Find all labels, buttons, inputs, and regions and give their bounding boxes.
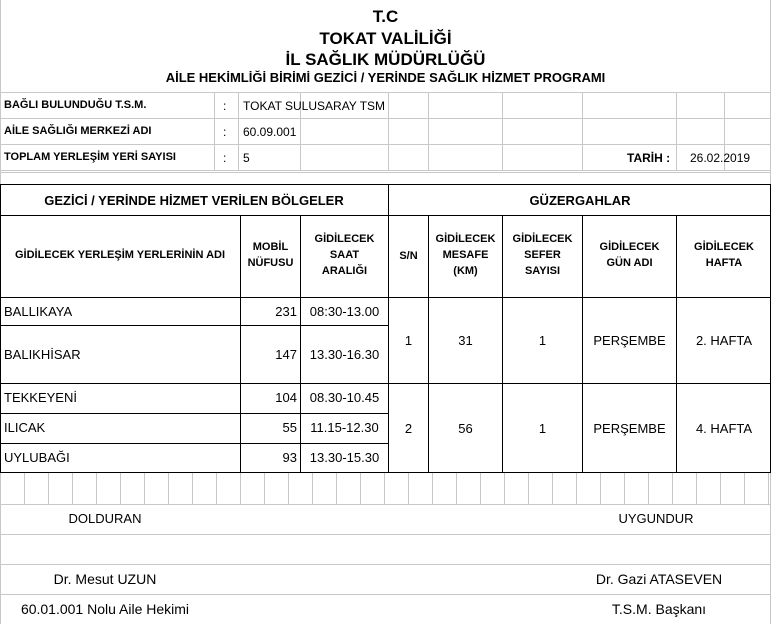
filled-by-role: 60.01.001 Nolu Aile Hekimi [20,601,190,617]
date-label: TARİH : [627,151,671,165]
col-trips-line3: SAYISI [524,265,561,277]
col-day-line2: GÜN ADI [606,257,653,269]
route-distance: 31 [458,333,473,348]
col-distance-line3: (KM) [453,265,478,277]
col-population-line1: MOBİL [252,241,289,253]
col-settlement-name: GİDİLECEK YERLEŞİM YERLERİNİN ADI [14,249,226,261]
row-population: 55 [282,420,297,435]
col-population-line2: NÜFUSU [247,257,294,269]
row-time: 13.30-16.30 [309,347,380,362]
row-time: 08.30-10.45 [309,390,380,405]
row-population: 104 [275,390,297,405]
col-week-line2: HAFTA [705,257,743,269]
col-trips-line1: GİDİLECEK [512,233,573,245]
row-time: 11.15-12.30 [310,420,379,435]
approved-title: UYGUNDUR [618,511,694,526]
approved-by-role: T.S.M. Başkanı [611,601,707,617]
settlement-count-label: TOPLAM YERLEŞİM YERİ SAYISI [4,151,176,163]
row-name: BALLIKAYA [4,304,73,319]
row-population: 231 [275,304,297,319]
approved-by-name: Dr. Gazi ATASEVEN [595,571,723,587]
tsm-label: BAĞLI BULUNDUĞU T.S.M. [4,99,147,111]
row-name: BALIKHİSAR [4,347,81,362]
col-time-line1: GİDİLECEK [314,233,375,245]
col-week-line1: GİDİLECEK [694,241,754,253]
row-name: TEKKEYENİ [4,390,77,405]
route-week: 4. HAFTA [695,421,753,436]
route-sn: 2 [404,421,413,436]
header-directorate: İL SAĞLIK MÜDÜRLÜĞÜ [285,50,486,69]
row-population: 147 [275,347,297,362]
date-value: 26.02.2019 [690,151,751,165]
col-sn: S/N [399,250,418,262]
route-sn: 1 [404,333,413,348]
filled-by-title: DOLDURAN [68,511,142,526]
tsm-colon: : [223,99,227,113]
tsm-value: TOKAT SULUSARAY TSM [243,99,386,113]
col-time-line3: ARALIĞI [321,265,368,277]
section-routes-header: GÜZERGAHLAR [529,193,631,208]
col-distance-line2: MESAFE [442,249,489,261]
asm-colon: : [223,125,227,139]
header-governorship: TOKAT VALİLİĞİ [319,29,452,48]
route-trips: 1 [538,421,547,436]
settlement-count-colon: : [223,151,227,165]
route-day: PERŞEMBE [593,333,666,348]
header-tc: T.C [372,7,399,26]
row-time: 08:30-13.00 [309,304,380,319]
route-trips: 1 [538,333,547,348]
filled-by-name: Dr. Mesut UZUN [53,571,157,587]
col-day-line1: GİDİLECEK [599,241,660,253]
route-week: 2. HAFTA [695,333,753,348]
route-day: PERŞEMBE [593,421,666,436]
row-name: UYLUBAĞI [4,450,70,465]
col-time-line2: SAAT [329,249,360,261]
asm-label: AİLE SAĞLIĞI MERKEZİ ADI [4,125,152,137]
header-program-title: AİLE HEKİMLİĞİ BİRİMİ GEZİCİ / YERİNDE SAĞLIK HİZMET PROGRAMI [165,70,606,85]
col-trips-line2: SEFER [524,249,561,261]
row-population: 93 [282,450,297,465]
route-distance: 56 [458,421,473,436]
row-name: ILICAK [4,420,46,435]
settlement-count-value: 5 [243,151,250,165]
row-time: 13.30-15.30 [309,450,380,465]
section-regions-header: GEZİCİ / YERİNDE HİZMET VERİLEN BÖLGELER [44,193,344,208]
asm-value: 60.09.001 [243,125,297,139]
col-distance-line1: GİDİLECEK [435,233,496,245]
